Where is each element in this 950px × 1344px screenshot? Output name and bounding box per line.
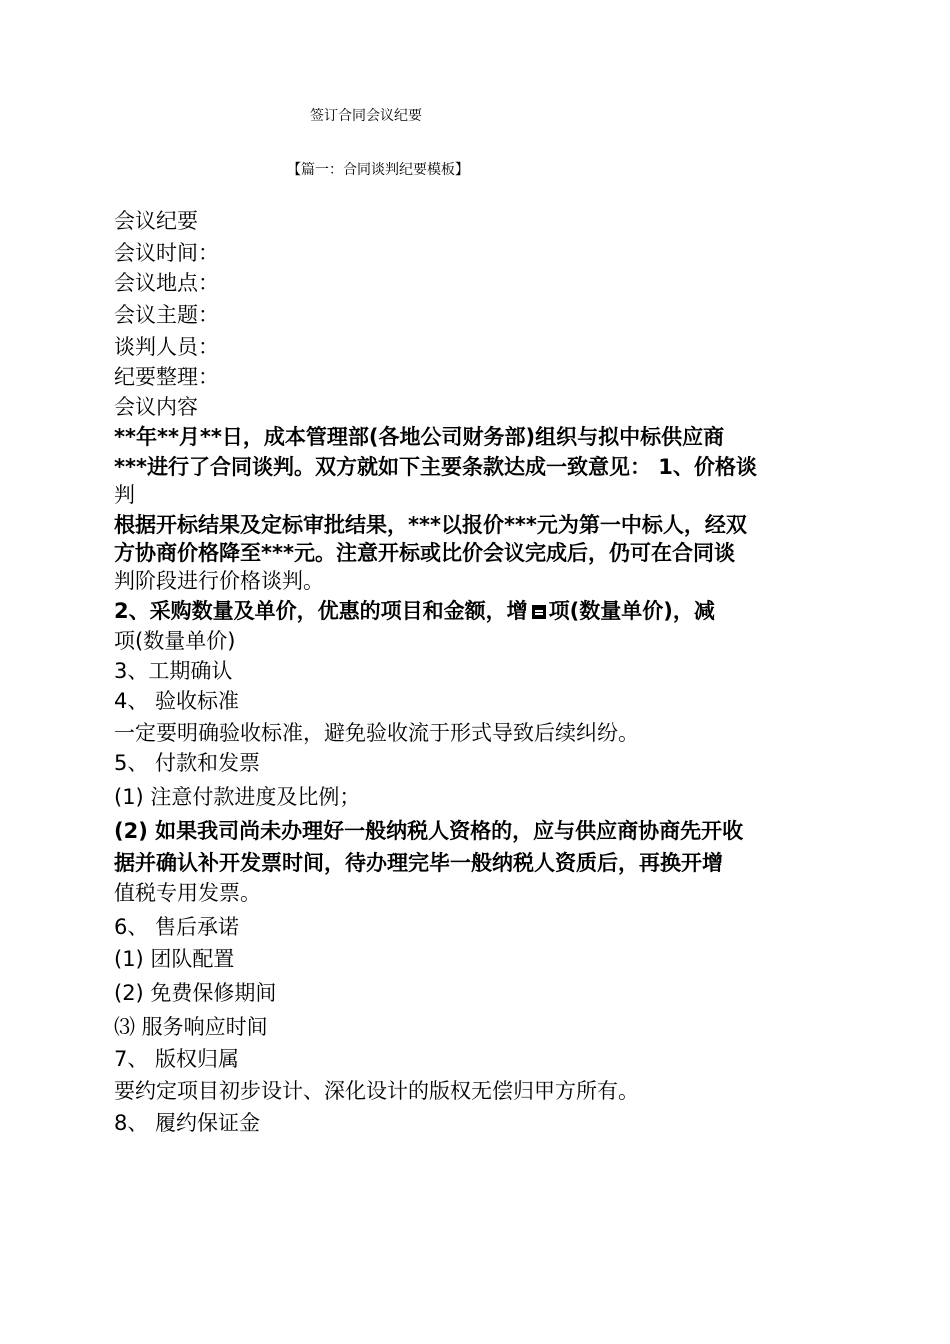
item-2-text-start: 2、采购数量及单价，优惠的项目和金额，增 [114,599,528,623]
paragraph-line: **年**月**日，成本管理部(各地公司财务部)组织与拟中标供应商 [114,425,725,449]
sub-item-line: (1) 注意付款进度及比例； [114,785,361,809]
item-3-heading: 3、工期确认 [114,659,233,683]
field-meeting-topic: 会议主题： [114,303,219,327]
document-subtitle: 【篇一：合同谈判纪要模板】 [287,162,469,178]
item-6-heading: 6、 售后承诺 [114,915,240,939]
heading-meeting-minutes: 会议纪要 [114,209,198,233]
field-meeting-location: 会议地点： [114,271,219,295]
item-8-heading: 8、 履约保证金 [114,1111,261,1135]
field-minutes-recorder: 纪要整理： [114,365,219,389]
heading-meeting-content: 会议内容 [114,395,198,419]
sub-item-line: (1) 团队配置 [114,947,235,971]
document-title: 签订合同会议纪要 [310,108,422,124]
item-2-line [114,598,715,624]
paragraph-line: 项(数量单价) [114,629,236,653]
paragraph-line: 一定要明确验收标准，避免验收流于形式导致后续纠纷。 [114,721,639,745]
sub-item-line: (2) 免费保修期间 [114,981,277,1005]
paragraph-line: 据并确认补开发票时间，待办理完毕一般纳税人资质后，再换开增 [114,851,723,875]
field-negotiators: 谈判人员： [114,335,219,359]
sub-item-line: (2) 如果我司尚未办理好一般纳税人资格的，应与供应商协商先开收 [114,819,744,843]
field-meeting-time: 会议时间： [114,241,219,265]
paragraph-line: 要约定项目初步设计、深化设计的版权无偿归甲方所有。 [114,1079,639,1103]
item-4-heading: 4、 验收标准 [114,689,240,713]
sub-item-line: ⑶ 服务响应时间 [114,1015,268,1039]
item-2-text-end: 项(数量单价)，减 [548,599,715,623]
inline-image-icon [532,605,546,619]
item-7-heading: 7、 版权归属 [114,1047,240,1071]
item-5-heading: 5、 付款和发票 [114,751,261,775]
paragraph-line: ***进行了合同谈判。双方就如下主要条款达成一致意见： 1、价格谈 [114,455,757,479]
paragraph-line: 值税专用发票。 [114,881,261,905]
paragraph-line: 根据开标结果及定标审批结果，***以报价***元为第一中标人，经双 [114,513,747,537]
paragraph-line: 判阶段进行价格谈判。 [114,569,324,593]
paragraph-line: 方协商价格降至***元。注意开标或比价会议完成后，仍可在合同谈 [114,541,735,565]
paragraph-line: 判 [114,483,135,507]
